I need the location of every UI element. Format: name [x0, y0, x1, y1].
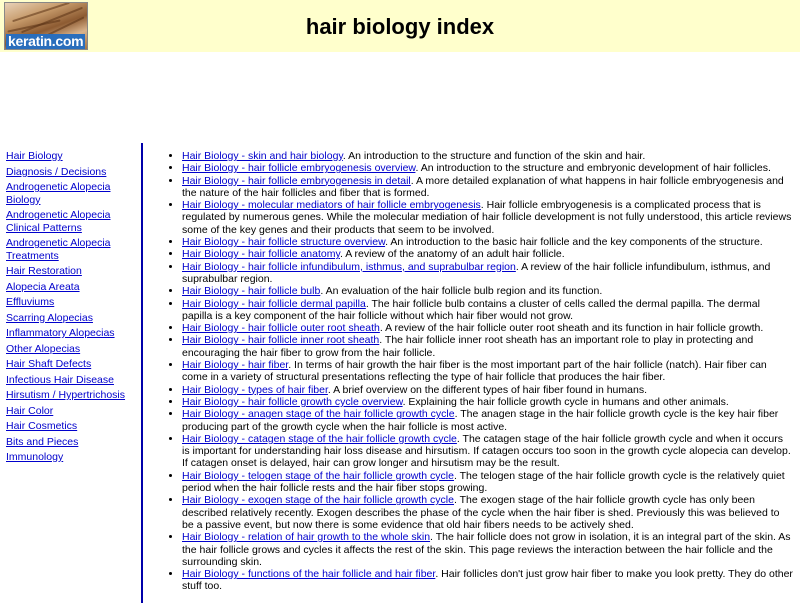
- article-link[interactable]: Hair Biology - exogen stage of the hair follicle growth cycle: [182, 494, 454, 507]
- sidebar-nav: [6, 150, 134, 467]
- article-link[interactable]: Hair Biology - hair follicle inner root sheath: [182, 334, 380, 347]
- list-item: [182, 494, 793, 531]
- article-description: . The hair follicle does not grow in isolation, it is an integral part of the skin. As the hair follicle grows and cycles it affects the rest of the skin. This page reviews the interaction between the hair follicle and the surrounding skin.: [182, 531, 791, 568]
- article-link[interactable]: Hair Biology - hair follicle structure overview: [182, 236, 386, 249]
- sidebar-link[interactable]: Infectious Hair Disease: [6, 373, 114, 386]
- page-title: hair biology index: [305, 14, 495, 39]
- article-description: . A more detailed explanation of what happens in hair follicle embryogenesis and the nature of the hair follicles and fiber that is formed.: [182, 174, 784, 199]
- sidebar-link[interactable]: Hirsutism / Hypertrichosis: [6, 389, 126, 401]
- list-item: [182, 384, 793, 396]
- article-link[interactable]: Hair Biology - hair follicle growth cycle overview: [182, 395, 403, 408]
- sidebar-link[interactable]: Androgenetic Alopecia Clinical Patterns: [6, 209, 111, 234]
- article-description: . The catagen stage of the hair follicle growth cycle and when it occurs is important for understanding hair loss disease and hirsutism. If catagen occurs too soon in the growth cycle alopecia can develop. If catagen onset is delayed, hair can grow longer and hirsutism may be the result.: [182, 432, 791, 470]
- article-description: . The exogen stage of the hair follicle growth cycle has only been described relatively recently. Exogen describes the phase of the cycle when the hair fiber is shed. Previously this was believed to be a passive event, but now there is some evidence that old hair fibers needs to be actively shed.: [182, 494, 780, 531]
- sidebar-link[interactable]: Immunology: [6, 451, 64, 463]
- article-description: . The anagen stage in the hair follicle growth cycle is the key hair fiber producing part of the growth cycle when the hair follicle is most active.: [182, 408, 779, 433]
- sidebar-link[interactable]: Androgenetic Alopecia Biology: [6, 181, 111, 206]
- logo-text: keratin.com: [8, 33, 84, 49]
- article-description: . A brief overview on the different types of hair fiber found in humans.: [327, 383, 647, 396]
- article-description: . An introduction to the structure and function of the skin and hair.: [342, 150, 646, 162]
- list-item: [182, 175, 793, 200]
- sidebar-link[interactable]: Hair Color: [6, 404, 54, 417]
- main-content: [168, 150, 793, 593]
- sidebar-link[interactable]: Hair Biology: [6, 150, 63, 162]
- article-description: . In terms of hair growth the hair fiber is the most important part of the hair follicle (natch). Hair fiber can come in a variety of structural presentations reflecting the type of hair follicle that produces the hair fiber.: [182, 359, 767, 384]
- sidebar-link[interactable]: Diagnosis / Decisions: [6, 165, 107, 178]
- article-link[interactable]: Hair Biology - hair fiber: [182, 359, 289, 372]
- article-description: . The telogen stage of the hair follicle growth cycle is the relatively quiet period when the hair follicle rests and the hair fiber stops growing.: [182, 469, 785, 495]
- vertical-divider: [141, 143, 143, 603]
- article-link[interactable]: Hair Biology - skin and hair biology: [182, 150, 343, 162]
- article-description: . A review of the hair follicle outer root sheath and its function in hair follicle growth.: [379, 322, 764, 335]
- article-link[interactable]: Hair Biology - functions of the hair follicle and hair fiber: [182, 568, 436, 581]
- list-item: [182, 322, 793, 334]
- list-item: [182, 248, 793, 260]
- article-description: . Hair follicle embryogenesis is a complicated process that is regulated by numerous genes. While the molecular mediation of hair follicle development is not fully understood, this article reviews some of the key genes and their products that seem to be involved.: [182, 199, 792, 236]
- sidebar-link[interactable]: Hair Shaft Defects: [6, 358, 92, 370]
- article-link[interactable]: Hair Biology - types of hair fiber: [182, 383, 328, 396]
- article-description: . An introduction to the structure and embryonic development of hair follicles.: [415, 162, 771, 175]
- list-item: [182, 261, 793, 286]
- list-item: [182, 531, 793, 568]
- sidebar-link[interactable]: Hair Cosmetics: [6, 420, 78, 432]
- article-link[interactable]: Hair Biology - catagen stage of the hair follicle growth cycle: [182, 432, 457, 445]
- list-item: [182, 199, 793, 236]
- article-link[interactable]: Hair Biology - hair follicle anatomy: [182, 248, 340, 261]
- article-link[interactable]: Hair Biology - anagen stage of the hair follicle growth cycle: [182, 408, 455, 421]
- sidebar-link[interactable]: Androgenetic Alopecia Treatments: [6, 237, 111, 262]
- article-description: . Hair follicles don't just grow hair fiber to make you look pretty. They do other stuff too.: [182, 568, 793, 593]
- list-item: [182, 433, 793, 470]
- article-link[interactable]: Hair Biology - hair follicle outer root sheath: [182, 322, 380, 335]
- list-item: [182, 568, 793, 593]
- sidebar-link[interactable]: Hair Restoration: [6, 265, 82, 277]
- list-item: [182, 236, 793, 248]
- sidebar-link[interactable]: Bits and Pieces: [6, 435, 79, 448]
- list-item: [182, 334, 793, 359]
- list-item: [182, 470, 793, 495]
- list-item: [182, 285, 793, 297]
- article-link[interactable]: Hair Biology - hair follicle embryogenesis overview: [182, 162, 416, 175]
- list-item: [182, 396, 793, 408]
- article-link[interactable]: Hair Biology - relation of hair growth to the whole skin: [182, 531, 431, 544]
- article-link[interactable]: Hair Biology - hair follicle bulb: [182, 285, 321, 298]
- list-item: [182, 359, 793, 384]
- sidebar-link[interactable]: Effluviums: [6, 296, 55, 308]
- article-description: . An introduction to the basic hair follicle and the key components of the structure.: [385, 236, 763, 249]
- sidebar-link[interactable]: Other Alopecias: [6, 342, 81, 355]
- header-banner: [0, 0, 800, 52]
- list-item: [182, 162, 793, 174]
- article-link[interactable]: Hair Biology - hair follicle infundibulum, isthmus, and suprabulbar region: [182, 260, 516, 273]
- list-item: [182, 150, 793, 162]
- article-description: . The hair follicle bulb contains a cluster of cells called the dermal papilla. The dermal papilla is a key component of the hair follicle without which hair fiber would not grow.: [182, 297, 760, 322]
- article-list: [168, 150, 793, 593]
- article-description: . The hair follicle inner root sheath has an important role to play in protecting and encouraging the hair fiber to grow from the hair follicle.: [182, 334, 754, 359]
- article-link[interactable]: Hair Biology - hair follicle embryogenesis in detail: [182, 174, 411, 187]
- article-link[interactable]: Hair Biology - molecular mediators of hair follicle embryogenesis: [182, 199, 481, 212]
- list-item: [182, 408, 793, 433]
- sidebar-link[interactable]: Inflammatory Alopecias: [6, 327, 115, 339]
- sidebar-link[interactable]: Alopecia Areata: [6, 280, 80, 293]
- article-link[interactable]: Hair Biology - telogen stage of the hair follicle growth cycle: [182, 469, 454, 482]
- list-item: [182, 298, 793, 323]
- article-description: . A review of the hair follicle infundibulum, isthmus, and suprabulbar region.: [182, 260, 771, 285]
- article-description: . Explaining the hair follicle growth cycle in humans and other animals.: [402, 395, 729, 408]
- article-description: . A review of the anatomy of an adult hair follicle.: [339, 248, 565, 261]
- sidebar-link[interactable]: Scarring Alopecias: [6, 311, 93, 324]
- article-link[interactable]: Hair Biology - hair follicle dermal papilla: [182, 297, 366, 310]
- article-description: . An evaluation of the hair follicle bulb region and its function.: [320, 285, 603, 298]
